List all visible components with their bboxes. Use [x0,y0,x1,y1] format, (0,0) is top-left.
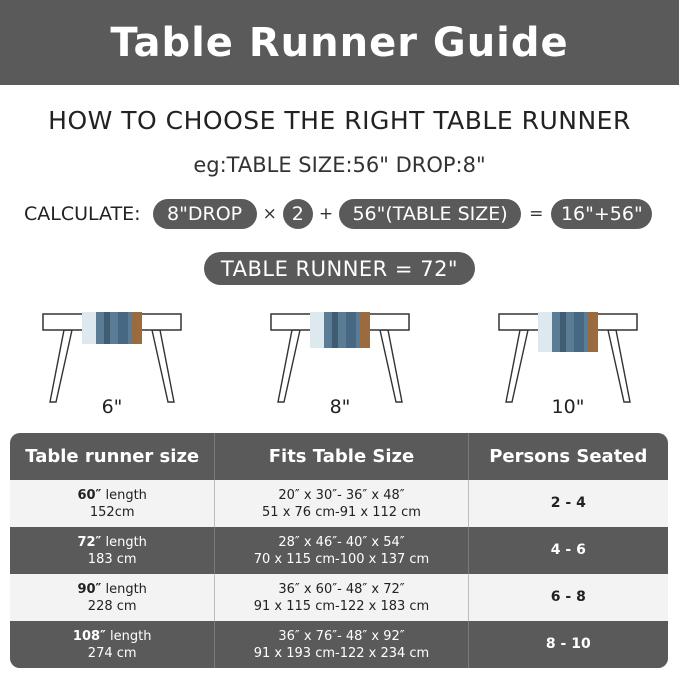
table-row [10,480,668,527]
table-drop-8-illustration [270,310,410,410]
fits-size-cell [214,574,467,621]
runner-size-inches: 72″ length [77,534,147,550]
runner-size-inches: 108″ length [72,628,152,644]
example-text: eg:TABLE SIZE:56" DROP:8" [193,153,486,177]
table-row [10,621,668,668]
times-sign: × [262,204,277,224]
runner-size-inches: 60″ length [77,487,147,503]
plus-sign: + [318,204,334,224]
runner-size-cell [10,574,214,621]
runner-size-cm: 152cm [89,504,135,520]
calculate-label: CALCULATE: [24,203,141,225]
drop-label-10: 10" [551,396,585,418]
drop-label-8: 8" [329,396,351,418]
fits-size-cm: 70 x 115 cm-100 x 137 cm [253,551,430,567]
header-band [0,0,679,85]
equals-sign: = [529,204,544,224]
column-header-fits-size: Fits Table Size [214,433,467,480]
size-table [10,433,668,668]
table-row [10,527,668,574]
multiplier-pill: 2 [283,199,313,229]
table-size-pill: 56"(TABLE SIZE) [339,199,521,229]
runner-icon [82,312,142,344]
column-header-runner-size: Table runner size [25,446,200,467]
fits-size-inches: 28″ x 46″- 40″ x 54″ [278,534,405,550]
table-header-row [10,433,668,480]
fits-size-inches: 20″ x 30″- 36″ x 48″ [278,487,405,503]
table-leg [278,330,300,402]
table-leg [50,330,72,402]
persons-seated-cell: 4 - 6 [468,527,668,574]
table-leg [608,330,630,402]
calculation-row [24,198,652,230]
runner-size-cm: 183 cm [87,551,137,567]
guide-subtitle: HOW TO CHOOSE THE RIGHT TABLE RUNNER [48,106,631,135]
column-header-persons: Persons Seated [468,433,668,480]
runner-icon [538,312,598,352]
runner-size-cm: 228 cm [87,598,137,614]
table-leg [152,330,174,402]
fits-size-inches: 36″ x 76″- 48″ x 92″ [278,628,405,644]
runner-size-cell [10,621,214,668]
drop-label-6: 6" [101,396,123,418]
runner-size-cell [10,527,214,574]
fits-size-cm: 51 x 76 cm-91 x 112 cm [262,504,421,520]
sum-pill: 16"+56" [551,199,652,229]
fits-size-cell [214,527,467,574]
runner-icon [310,312,370,348]
table-drop-6-illustration [42,310,182,410]
fits-size-cm: 91 x 115 cm-122 x 183 cm [253,598,430,614]
table-leg [380,330,402,402]
runner-size-cm: 274 cm [87,645,137,661]
table-leg [506,330,528,402]
fits-size-cell [214,621,467,668]
table-row [10,574,668,621]
runner-size-cell [10,480,214,527]
table-drop-10-illustration [498,310,638,410]
persons-seated-cell: 2 - 4 [468,480,668,527]
fits-size-cm: 91 x 193 cm-122 x 234 cm [253,645,430,661]
runner-size-inches: 90″ length [77,581,147,597]
fits-size-cell [214,480,467,527]
result-pill: TABLE RUNNER = 72" [204,252,475,285]
page-title: Table Runner Guide [110,19,569,66]
persons-seated-cell: 6 - 8 [468,574,668,621]
drop-pill: 8"DROP [153,199,257,229]
persons-seated-cell: 8 - 10 [468,621,668,668]
fits-size-inches: 36″ x 60″- 48″ x 72″ [278,581,405,597]
